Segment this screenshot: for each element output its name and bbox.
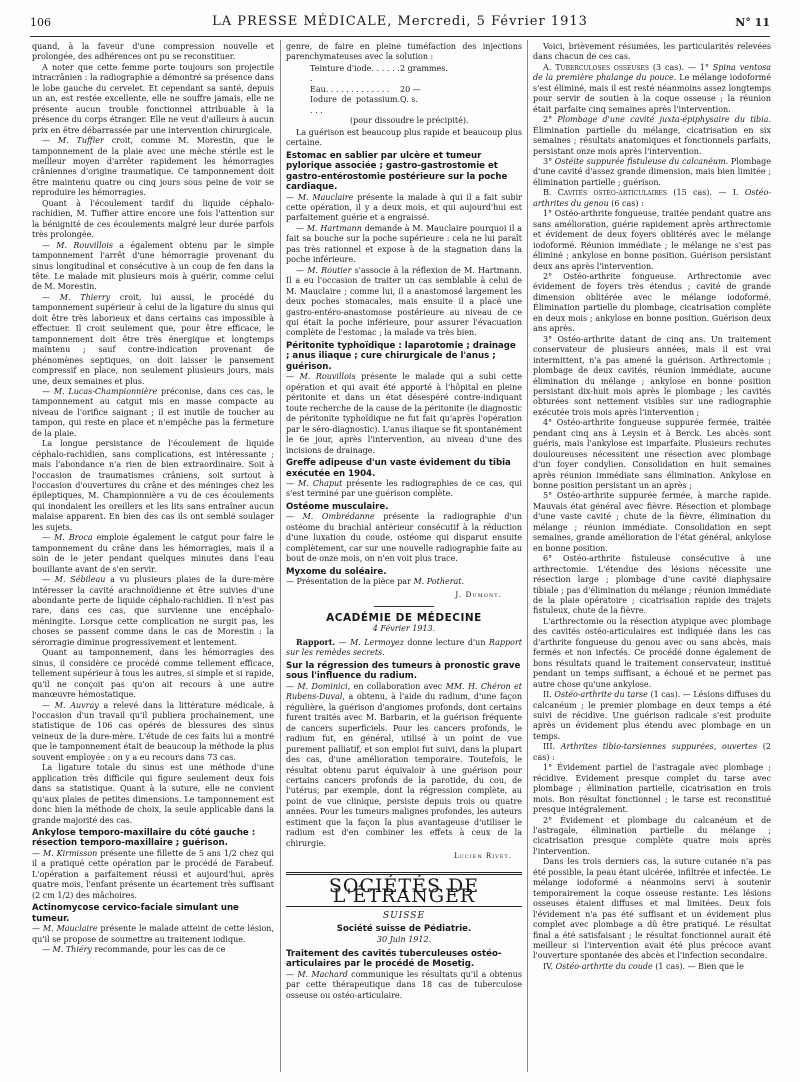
paragraph: 1° Évidement partiel de l'astragale avec plombage ; récidive. Évidement presque complet du tarse avec plombage ; élimination partielle, cicatrisation en trois mois. Bon résultat fonctionnel ; le tarse est reconstitué presque intégralement. [533,763,771,815]
author-name: M. Thiéry [52,945,92,955]
paragraph: 3° Ostéo-arthrite datant de cinq ans. Un traitement conservateur de plusieurs années, mais il est vrai intermittent, n'a pas amené la guérison. Arthrectomie ; plombage de deux cavités, réunion immédiate, aucune élimination du mélange ; ankylose en bonne position persistant dix-huit mois après le plombage ; les cavités obturées sont nettement visibles sur une radiographie exécutée trois mois après l'intervention ; [533,334,771,417]
author-name: M. Sébileau [54,575,106,585]
author-name: M. Rouvillois [56,240,113,250]
author-name: M. Dominici [297,681,348,691]
column-divider [527,40,528,1072]
paragraph: 6° Ostéo-arthrite fistuleuse consécutive à une arthrectomie. L'étendue des lésions nécessite une résection large ; plombage d'une cavité diaphysaire tibiale ; pas d'élimination du mélange ; réunion immédiate de la plaie opératoire ; cicatrisation rapide des trajets fistuleux, chute de la fièvre. [533,554,771,616]
paragraph: — M. Sébileau a vu plusieurs plaies de la dure-mère intéresser la cavité arachnoïdienne et être suivies d'une abondante perte de liquide céphalo-rachidien. Il n'est pas rare, dans ces cas, que survienne une encéphalo-méningite. Lorsque cette complication ne surgit pas, les choses se passent comme dans le cas de Morestin : la sérorragie diminue progressivement et lentement. [32,575,274,647]
paragraph: Voici, brièvement résumées, les particularités relevées dans chacun de ces cas. [533,42,771,62]
paragraph: 2° Plombage d'une cavité juxta-épiphysaire du tibia. Élimination partielle du mélange, cicatrisation en six semaines ; résultats anatomiques et fonctionnels parfaits, persistant onze mois après l'intervention. [533,115,771,156]
paragraph: — M. Mauclaire présente le malade atteint de cette lésion, qu'il se propose de soumettre au traitement iodique. [32,924,274,944]
author-name: M. Hartmann [306,223,362,233]
page-header [30,14,770,36]
journal-title: LA PRESSE MÉDICALE, Mercredi, 5 Février 1913 [212,14,588,29]
column-right [533,42,771,1074]
author-name: M. Tuffier [57,136,104,146]
section-date: 4 Février 1913. [372,623,436,633]
paragraph: Quant à l'écoulement tardif du liquide céphalo-rachidien, M. Tuffier attire encore une fois l'attention sur la bénignité de ces écoulements malgré leur durée parfois très prolongée. [32,198,274,240]
paragraph: Quant au tamponnement, dans les hémorragies des sinus, il considère ce procédé comme tellement efficace, tellement supérieur à tous les autres, si simple et si rapide, qu'il ne conçoit pas qu'on ait recours à une autre manœuvre hémostatique. [32,648,274,700]
paragraph: 4° Ostéo-arthrite fongueuse suppurée fermée, traitée pendant cinq ans à Leysin et à Berck. Les abcès sont guéris, mais l'ankylose est imparfaite. Plusieurs rechutes douloureuses nécessitent une résection avec plombage d'un foyer condylien. Consolidation en huit semaines après réunion immédiate sans élimination. Ankylose en bonne position persistant un an après ; [533,418,771,491]
paragraph: — M. Mauclaire présente la malade à qui il a fait subir cette opération, il y a deux mois, et qui aujourd'hui est parfaitement guérie et a engraissé. [286,192,522,223]
column-middle [286,42,522,1074]
header-rule [30,36,770,37]
author-name: M. Ombrédanne [302,512,375,522]
country-heading: SUISSE [382,910,426,921]
issue-number: N° 11 [735,16,770,29]
author-name: M. Broca [54,533,93,543]
paragraph: — M. Tuffier croit, comme M. Morestin, que le tamponnement de la plaie avec une mèche stérile est le meilleur moyen d'arrêter rapidement les hémorragies crâniennes d'origine traumatique. Ce tamponnement doit être maintenu quatre ou cinq jours sous peine de voir se reproduire les hémorragies. [32,136,274,198]
author-name: M. Mauclaire [42,924,98,934]
paragraph: La guérison est beaucoup plus rapide et beaucoup plus certaine. [286,127,522,148]
paragraph: quand, à la faveur d'une compression nouvelle et prolongée, des adhérences ont pu se reconstituer. [32,42,274,62]
paragraph: La longue persistance de l'écoulement de liquide céphalo-rachidien, sans complications, est intéressante ; mais l'abondance n'a rien de bien extraordinaire. Soit à l'occasion de traumatismes crâniens, soit surtout à l'occasion d'ouvertures du crâne et des méninges chez les épileptiques, M. Championnière a vu de ces écoulements qui inondaient les oreillers et les lits sans entraîner aucun malaise apparent. En bien des cas ils ont semblé soulager les sujets. [32,439,274,532]
section-heading: Ankylose temporo-maxillaire du côté gauche : résection temporo-maxillaire ; guérison. [32,827,256,849]
section-heading: Traitement des cavités tuberculeuses ostéo-articulaires par le procédé de Mosetig. [286,948,502,970]
paragraph: — M. Chaput présente les radiographies de ce cas, qui s'est terminé par une guérison complète. [286,479,522,499]
page-number: 106 [30,16,51,29]
author-name: M. Mauclaire [297,192,354,202]
author-name: M. Lermoyez [350,637,404,647]
formula-block: Teinture d'iode. . . . . . . 2 grammes. Eau. . . . . . . . . . . . . 20 — Iodure de potassium. . . . Q. s. (pour dissoudre le précipité). [310,63,469,126]
paragraph: — M. Dominici, en collaboration avec MM. H. Chéron et Rubens-Duval, a obtenu, à l'aide du radium, d'une façon régulière, la guérison d'angiomes profonds, dont certains furent traités avec M. Barbarin, et la guérison fréquente de cancers superficiels. Pour les cancers profonds, le radium fut, en général, utilisé à un point de vue purement palliatif, et son emploi fut suivi, dans la plupart des cas, d'une amélioration temporaire. Toutefois, le résultat obtenu parut équivaloir à une guérison pour certains cancers profonds de la parotide, du cou, de l'utérus, par exemple, dont la régression complète, au point de vue clinique, persiste depuis trois ou quatre années. Pour les tumeurs malignes profondes, les auteurs estiment que la façon la plus avantageuse d'utiliser le radium est d'en combiner les effets à ceux de la chirurgie. [286,681,522,848]
section-date: 30 Juin 1912. [376,935,432,945]
author-name: M. Chaput [298,479,343,488]
divider [374,606,434,607]
paragraph: — M. Routier s'associe à la réflexion de M. Hartmann. Il a eu l'occasion de traiter un cas semblable à celui de M. Mauclaire ; comme lui, il a anastomosé largement les deux poches stomacales, mais ensuite il a placé une gastro-entéro-anastomose postérieure au niveau de ce qui était la poche inférieure, pour assurer l'évacuation complète de l'estomac ; la malade va très bien. [286,265,522,338]
paragraph: A. Tuberculoses osseuses (3 cas). — 1° Spina ventosa de la première phalange du pouce. Le mélange iodoformé s'est éliminé, mais il est resté néanmoins assez longtemps pour servir de soutien à la coque osseuse ; la réunion était parfaite cinq semaines après l'intervention. [533,62,771,114]
column-divider [280,40,281,1072]
paragraph: — M. Rouvillois présente le malade qui a subi cette opération et qui avait été apporté à l'hôpital en pleine péritonite et dans un état désespéré contre-indiquant toute recherche de la cause de la péritonite (le diagnostic de péritonite typhoïdique ne fut fait qu'après l'opération par le séro-diagnostic). L'anus iliaque se fit spontanément le 6e jour, après l'intervention, au niveau d'une des incisions de drainage. [286,372,522,455]
section-title: ACADÉMIE DE MÉDECINE [326,612,482,625]
society-heading: Société suisse de Pédiatrie. [336,923,472,934]
paragraph: IV. Ostéo-arthrite du coude (1 cas). — Bien que le [543,961,744,971]
section-heading: Myxome du soléaire. [286,566,387,577]
paragraph: — M. Broca emploie également le catgut pour faire le tamponnement du crâne dans les hémorragies, mais il a soin de le jeter pendant quelques minutes dans l'eau bouillante avant de s'en servir. [32,533,274,574]
paragraph: — M. Hartmann demande à M. Mauclaire pourquoi il a fait sa bouche sur la poche supérieure : cela ne lui paraît pas très rationnel et expose à de la stagnation dans la poche inférieure. [286,223,522,265]
author-name: M. Machard [297,969,348,979]
column-left [32,42,274,1074]
paragraph: II. Ostéo-arthrite du tarse (1 cas). — Lésions diffuses du calcanéum ; le premier plombage en deux temps a été suivi de récidive. Une guérison radicale s'est produite après un évidement plus étendu avec plombage en un temps. [533,690,771,741]
paragraph: — M. Ombrédanne présente la radiographie d'un ostéome du brachial antérieur consécutif à la réduction d'une luxation du coude, ostéome qui disparut ensuite complètement, car sur une nouvelle radiographie faite au bout de onze mois, on n'en voit plus trace. [286,512,522,564]
paragraph: — M. Machard communique les résultats qu'il a obtenus par cette thérapeutique dans 18 cas de tuberculose osseuse ou ostéo-articulaire. [286,969,522,1000]
signature: J. Dumont. [455,589,502,599]
author-name: M. Lucas-Championnière [53,386,158,396]
author-name: M. Thierry [59,292,111,302]
paragraph: L'arthrectomie ou la résection atypique avec plombage des cavités ostéo-articulaires est indiquée dans les cas d'arthrite fongueuse du genou avec ou sans abcès, mais fermés et non infectés. Ce procédé donne également de bons résultats quand le traitement conservateur, institué pendant un temps suffisant, a échoué et ne permet pas autre chose qu'une ankylose. [533,616,771,689]
paragraph: B. Cavités ostéo-articulaires (15 cas). — I. Ostéo-arthrites du genou (6 cas) : [533,188,771,208]
paragraph: La ligature totale du sinus est une méthode d'une application très difficile qui figure seulement deux fois dans sa statistique. Quant à la suture, elle ne convient qu'aux plaies de petites dimensions. Le tamponnement est donc bien la méthode de choix, la seule applicable dans la grande majorité des cas. [32,763,274,825]
paragraph: 2° Ostéo-arthrite fongueuse. Arthrectomie avec évidement de foyers très étendus ; cavité de grande dimension oblitérée avec le mélange iodoformé. Élimination partielle du plombage, cicatrisation complète en deux mois ; ankylose en bonne position. Guérison deux ans après. [533,271,771,334]
paragraph: — M. Thiéry recommande, pour les cas de ce [42,945,226,955]
paragraph: genre, de faire en pleine tuméfaction des injections parenchymateuses avec la solution : [286,42,522,62]
section-heading: Estomac en sablier par ulcère et tumeur pylorique associée ; gastro-gastrostomie et gastro-entérostomie postérieure sur la poche cardiaque. [286,150,508,193]
signature: Lucien Rivet. [454,852,512,861]
paragraph: 3° Ostéite suppurée fistuleuse du calcanéum. Plombage d'une cavité d'assez grande dimension, mais bien limitée ; élimination partielle ; guérison. [533,156,771,187]
section-banner: SOCIÉTÉS DE L'ÉTRANGER [286,872,522,907]
paragraph: 1° Ostéo-arthrite fongueuse, traitée pendant quatre ans sans amélioration, guérie rapidement après arthrectomie et évidement de deux foyers oblitérés avec le mélange iodoformé. Réunion immédiate ; le mélange ne s'est pas éliminé ; ankylose en bonne position. Guérison persistant deux ans après l'intervention. [533,209,771,271]
paragraph: Dans les trois derniers cas, la suture cutanée n'a pas été possible, la peau étant ulcérée, infiltrée et infectée. Le mélange iodoformé a néanmoins servi à soutenir temporairement la coque osseuse restante. Les lésions osseuses étaient diffuses et mal limitées. Deux fois l'évidement n'a pas été suffisant et un évidement plus complet avec plombage a dû être pratiqué. Le résultat final a été satisfaisant ; le résultat fonctionnel aurait été meilleur si l'intervention avait été plus précoce avant l'ouverture spontanée des abcès et l'infection secondaire. [533,857,771,961]
author-name: MM. H. Chéron et Rubens-Duval [286,681,522,702]
paragraph: III. Arthrites tibio-tarsiennes suppurées, ouvertes (2 cas) : [533,742,771,762]
paragraph: A noter que cette femme porte toujours son projectile intracrânien : la radiographie a démontré sa présence dans le lobe gauche du cervelet. Et cependant sa santé, depuis un an, est restée excellente, elle ne souffre jamais, elle ne présente aucun trouble fonctionnel attribuable à la présence du corps étranger. Elle ne veut d'ailleurs à aucun prix en être débarrassée par une intervention chirurgicale. [32,62,274,135]
paragraph: 5° Ostéo-arthrite suppurée fermée, à marche rapide. Mauvais état général avec fièvre. Résection et plombage d'une vaste cavité ; chute de la fièvre, élimination du mélange ; réunion immédiate. Consolidation en sept semaines, grande amélioration de l'état général, ankylose en bonne position. [533,491,771,553]
paragraph: 2° Évidement et plombage du calcanéum et de l'astragale, élimination partielle du mélange ; cicatrisation presque complète quatre mois après l'intervention. [533,815,771,856]
author-name: M. Rouvillois [299,372,356,382]
author-name: M. Auvray [54,700,99,710]
author-name: M. Potherat. [413,577,465,587]
section-heading: Péritonite typhoïdique : laparotomie ; drainage ; anus iliaque ; cure chirurgicale de l'anus ; guérison. [286,340,516,372]
section-heading: Ostéome musculaire. [286,501,389,512]
paragraph: — M. Auvray a relevé dans la littérature médicale, à l'occasion d'un travail qu'il publiera prochainement, une statistique de 106 cas opérés de blessures des sinus veineux de la dure-mère. L'étude de ces faits lui a montré que le tamponnement était de beaucoup la méthode la plus souvent employée : on y a eu recours dans 73 cas. [32,700,274,762]
paragraph: — M. Thierry croit, lui aussi, le procédé du tamponnement supérieur à celui de la ligature du sinus qui doit être très laborieux et dans certains cas impossible à effectuer. Il croit seulement que, pour être efficace, le tamponnement doit être très énergique et longtemps maintenu ; sauf contre-indication provenant de phénomènes septiques, on doit laisser le pansement compressif en place, non seulement plusieurs jours, mais une, deux semaines et plus. [32,292,274,386]
paragraph: — Présentation de la pièce par M. Potherat. [286,577,465,587]
author-name: M. Routier [307,265,352,275]
paragraph: — M. Rouvillois a également obtenu par le simple tamponnement l'arrêt d'une hémorragie provenant du sinus longitudinal et consécutive à un coup de fen dans la tête. Le malade mit plusieurs mois à guérir, comme celui de M. Morestin. [32,240,274,292]
section-heading: Greffe adipeuse d'un vaste évidement du tibia exécutée en 1904. [286,458,511,479]
section-heading: Actinomycose cervico-faciale simulant une tumeur. [32,903,239,924]
author-name: M. Kirmisson [42,848,98,858]
paragraph: Rapport. — M. Lermoyez donne lecture d'un Rapport sur les remèdes secrets. [286,636,522,658]
paragraph: — M. Kirmisson présente une fillette de 5 ans 1/2 chez qui il a pratiqué cette opération par le procédé de Farabeuf. L'opération a parfaitement réussi et aujourd'hui, après quatre mois, l'enfant présente un écartement très suffisant (2 cm 1/2) des mâchoires. [32,848,274,900]
paragraph: — M. Lucas-Championnière préconise, dans ces cas, le tamponnement au catgut mis en masse compacte au niveau de l'orifice saignant ; il est inutile de toucher au tampon, qui reste en place et n'empêche pas la fermeture de la plaie. [32,386,274,438]
section-heading: Sur la régression des tumeurs à pronostic grave sous l'influence du radium. [286,660,521,682]
